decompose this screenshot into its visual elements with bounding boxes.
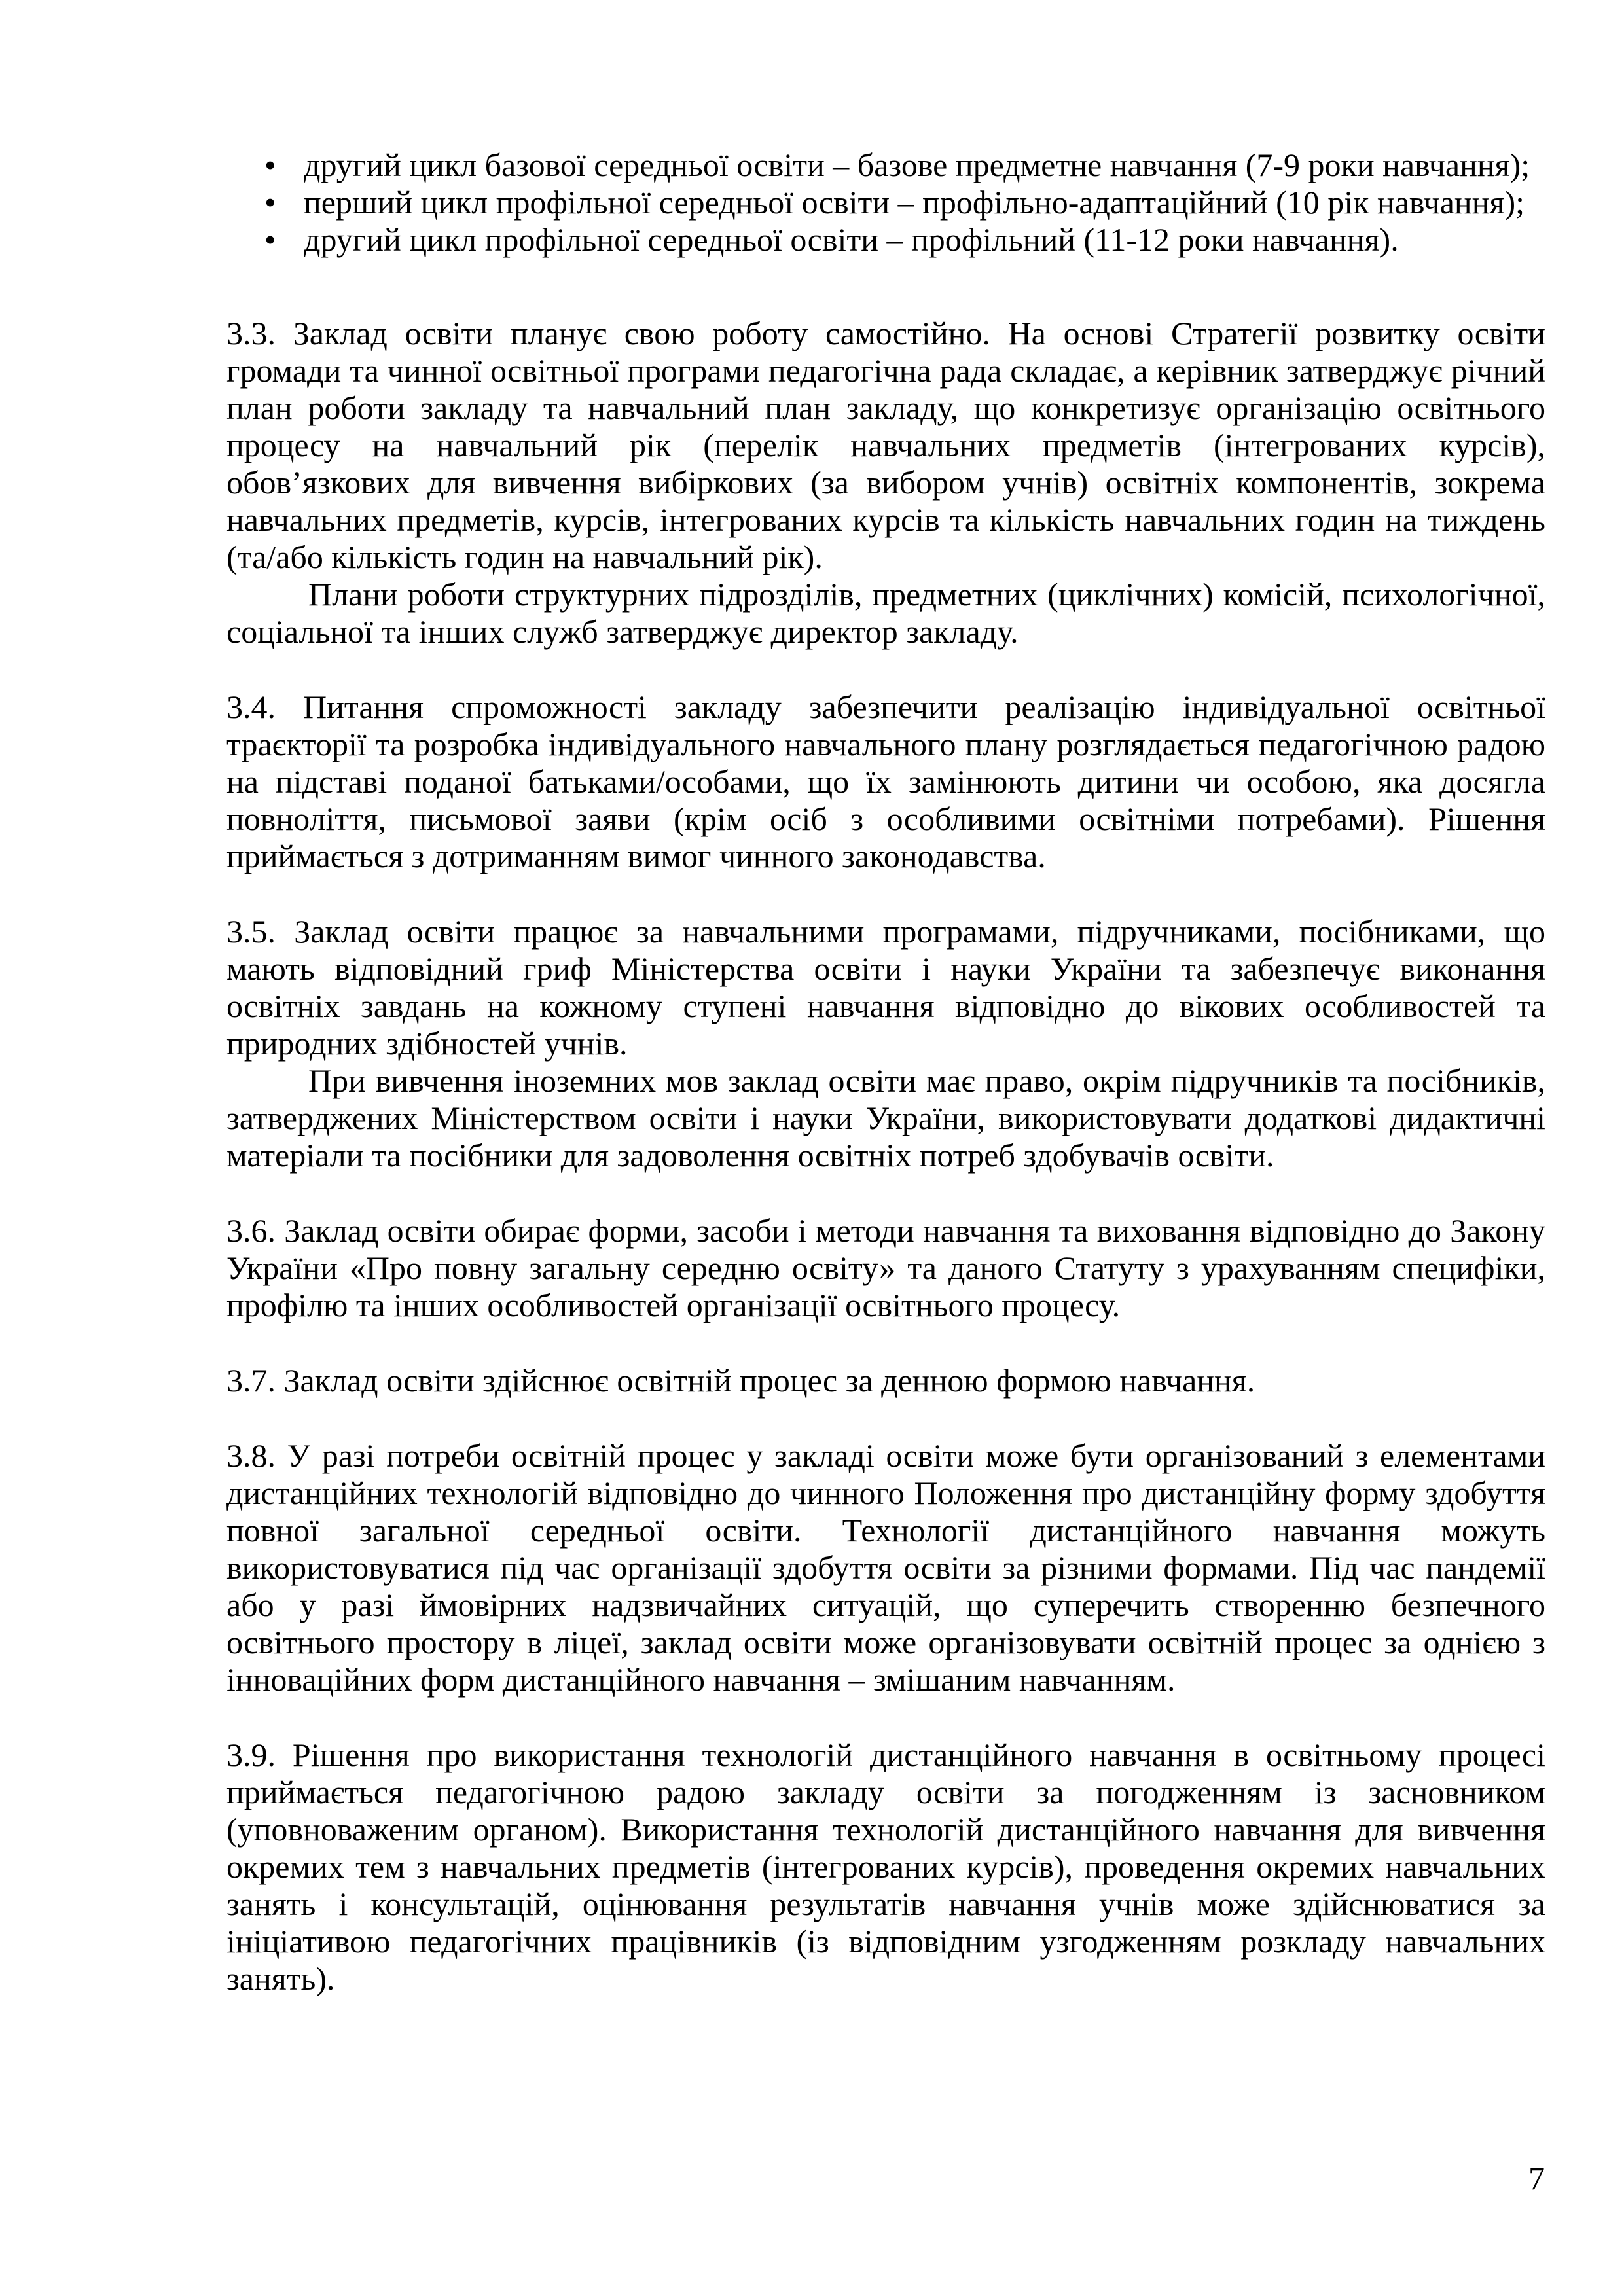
bullet-dot-icon: • — [264, 147, 276, 183]
list-item-text: другий цикл базової середньої освіти – базове предметне навчання (7-9 роки навчання); — [304, 147, 1530, 183]
section-3-9 — [226, 1736, 1545, 1998]
paragraph: 3.9. Рішення про використання технологій дистанційного навчання в освітньому процесі приймається педагогічною радою закладу освіти за погодженням із засновником (уповноваженим органом). Використання технологій дистанційного навчання для вивчення окремих тем з навчальних предметів (інтегрованих курсів), проведення окремих навчальних занять і консультацій, оцінювання результатів навчання учнів може здійснюватися за ініціативою педагогічних працівників (із відповідним узгодженням розкладу навчальних занять). — [226, 1736, 1545, 1997]
bullet-list — [226, 147, 1545, 259]
page-content — [226, 147, 1545, 1998]
section-3-5 — [226, 913, 1545, 1174]
section-3-6 — [226, 1212, 1545, 1324]
bullet-dot-icon: • — [264, 221, 276, 258]
paragraph: 3.3. Заклад освіти планує свою роботу самостійно. На основі Стратегії розвитку освіти громади та чинної освітньої програми педагогічна рада складає, а керівник затверджує річний план роботи закладу та навчальний план закладу, що конкретизує організацію освітнього процесу на навчальний рік (перелік навчальних предметів (інтегрованих курсів), обов’язкових для вивчення вибіркових (за вибором учнів) освітніх компонентів, зокрема навчальних предметів, курсів, інтегрованих курсів та кількість навчальних годин на тиждень (та/або кількість годин на навчальний рік). — [226, 315, 1545, 575]
page-number: 7 — [1528, 2160, 1545, 2197]
section-3-4 — [226, 689, 1545, 875]
list-item-text: перший цикл профільної середньої освіти – профільно-адаптаційний (10 рік навчання); — [304, 184, 1525, 221]
paragraph: Плани роботи структурних підрозділів, предметних (циклічних) комісій, психологічної, соціальної та інших служб затверджує директор закладу. — [226, 576, 1545, 650]
paragraph: 3.7. Заклад освіти здійснює освітній процес за денною формою навчання. — [226, 1362, 1255, 1399]
bullet-dot-icon: • — [264, 184, 276, 221]
paragraph: При вивчення іноземних мов заклад освіти має право, окрім підручників та посібників, затверджених Міністерством освіти і науки України, використовувати додаткові дидактичні матеріали та посібники для задоволення освітніх потреб здобувачів освіти. — [226, 1062, 1545, 1174]
paragraph: 3.5. Заклад освіти працює за навчальними програмами, підручниками, посібниками, що мають відповідний гриф Міністерства освіти і науки України та забезпечує виконання освітніх завдань на кожному ступені навчання відповідно до вікових особливостей та природних здібностей учнів. — [226, 913, 1545, 1062]
list-item — [226, 147, 1545, 184]
list-item — [226, 184, 1545, 221]
list-item — [226, 221, 1545, 259]
section-3-3 — [226, 315, 1545, 651]
paragraph: 3.8. У разі потреби освітній процес у закладі освіти може бути організований з елементами дистанційних технологій відповідно до чинного Положення про дистанційну форму здобуття повної загальної середньої освіти. Технології дистанційного навчання можуть використовуватися під час організації здобуття освіти за різними формами. Під час пандемії або у разі ймовірних надзвичайних ситуацій, що суперечить створенню безпечного освітнього простору в ліцеї, заклад освіти може організовувати освітній процес за однією з інноваційних форм дистанційного навчання – змішаним навчанням. — [226, 1437, 1545, 1698]
section-3-8 — [226, 1437, 1545, 1698]
paragraph: 3.4. Питання спроможності закладу забезпечити реалізацію індивідуальної освітньої траєкторії та розробка індивідуального навчального плану розглядається педагогічною радою на підставі поданої батьками/особами, що їх замінюють дитини чи особою, яка досягла повноліття, письмової заяви (крім осіб з особливими освітніми потребами). Рішення приймається з дотриманням вимог чинного законодавства. — [226, 689, 1545, 874]
section-3-7 — [226, 1362, 1545, 1399]
paragraph: 3.6. Заклад освіти обирає форми, засоби і методи навчання та виховання відповідно до Закону України «Про повну загальну середню освіту» та даного Статуту з урахуванням специфіки, профілю та інших особливостей організації освітнього процесу. — [226, 1212, 1545, 1323]
list-item-text: другий цикл профільної середньої освіти – профільний (11-12 роки навчання). — [304, 221, 1399, 258]
